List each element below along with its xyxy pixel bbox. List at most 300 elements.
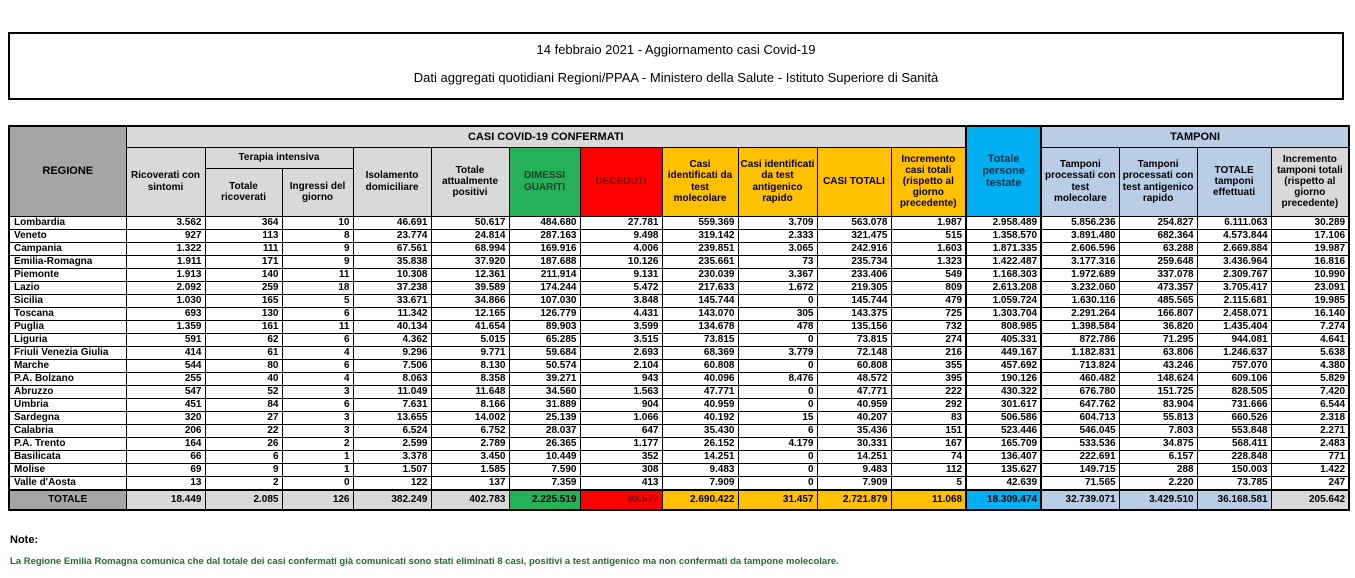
value-cell: 1.507 [353, 463, 431, 476]
value-cell: 65.285 [509, 333, 580, 346]
value-cell: 355 [891, 359, 966, 372]
value-cell: 2.333 [738, 229, 817, 242]
value-cell: 693 [126, 307, 205, 320]
value-cell: 457.692 [966, 359, 1041, 372]
value-cell: 230.039 [662, 268, 738, 281]
value-cell: 140 [205, 268, 282, 281]
table-header [9, 126, 1349, 216]
value-cell: 16.816 [1271, 255, 1349, 268]
value-cell: 451 [126, 398, 205, 411]
value-cell: 8 [282, 229, 353, 242]
value-cell: 320 [126, 411, 205, 424]
value-cell: 26.152 [662, 437, 738, 450]
value-cell: 1.322 [126, 242, 205, 255]
region-name-cell: Calabria [9, 424, 126, 437]
value-cell: 89.903 [509, 320, 580, 333]
total-value-cell: 382.249 [353, 490, 431, 510]
value-cell: 809 [891, 281, 966, 294]
value-cell: 1.030 [126, 294, 205, 307]
value-cell: 23.774 [353, 229, 431, 242]
value-cell: 3 [282, 411, 353, 424]
value-cell: 40.959 [817, 398, 891, 411]
value-cell: 10.449 [509, 450, 580, 463]
column-header-totale-ricoverati: Totale ricoverati [205, 169, 282, 216]
value-cell: 5 [891, 476, 966, 490]
value-cell: 4.573.844 [1197, 229, 1271, 242]
value-cell: 9.771 [431, 346, 509, 359]
report-title: 14 febbraio 2021 - Aggiornamento casi Covid-19 [536, 42, 816, 57]
region-name-cell: Piemonte [9, 268, 126, 281]
value-cell: 10.126 [580, 255, 662, 268]
value-cell: 544 [126, 359, 205, 372]
value-cell: 3.705.417 [1197, 281, 1271, 294]
value-cell: 1.066 [580, 411, 662, 424]
value-cell: 255 [126, 372, 205, 385]
value-cell: 68.369 [662, 346, 738, 359]
value-cell: 27.781 [580, 216, 662, 229]
value-cell: 2.115.681 [1197, 294, 1271, 307]
value-cell: 68.994 [431, 242, 509, 255]
value-cell: 130 [205, 307, 282, 320]
value-cell: 11.342 [353, 307, 431, 320]
value-cell: 682.364 [1119, 229, 1197, 242]
value-cell: 3.709 [738, 216, 817, 229]
value-cell: 2.104 [580, 359, 662, 372]
value-cell: 828.505 [1197, 385, 1271, 398]
value-cell: 6.157 [1119, 450, 1197, 463]
value-cell: 4.431 [580, 307, 662, 320]
value-cell: 725 [891, 307, 966, 320]
value-cell: 473.357 [1119, 281, 1197, 294]
value-cell: 1.603 [891, 242, 966, 255]
value-cell: 60.808 [662, 359, 738, 372]
value-cell: 553.848 [1197, 424, 1271, 437]
value-cell: 0 [738, 359, 817, 372]
value-cell: 80 [205, 359, 282, 372]
value-cell: 34.866 [431, 294, 509, 307]
value-cell: 42.639 [966, 476, 1041, 490]
value-cell: 732 [891, 320, 966, 333]
value-cell: 222.691 [1041, 450, 1119, 463]
value-cell: 943 [580, 372, 662, 385]
value-cell: 2.309.767 [1197, 268, 1271, 281]
value-cell: 4 [282, 372, 353, 385]
value-cell: 0 [738, 294, 817, 307]
value-cell: 8.358 [431, 372, 509, 385]
value-cell: 1.059.724 [966, 294, 1041, 307]
value-cell: 187.688 [509, 255, 580, 268]
value-cell: 43.246 [1119, 359, 1197, 372]
value-cell: 145.744 [817, 294, 891, 307]
value-cell: 107.030 [509, 294, 580, 307]
value-cell: 1.563 [580, 385, 662, 398]
table-row [9, 411, 1349, 424]
value-cell: 1.913 [126, 268, 205, 281]
value-cell: 4.179 [738, 437, 817, 450]
value-cell: 235.734 [817, 255, 891, 268]
region-name-cell: Puglia [9, 320, 126, 333]
value-cell: 46.691 [353, 216, 431, 229]
total-value-cell: 2.225.519 [509, 490, 580, 510]
value-cell: 166.807 [1119, 307, 1197, 320]
value-cell: 1.911 [126, 255, 205, 268]
value-cell: 533.536 [1041, 437, 1119, 450]
table-row [9, 372, 1349, 385]
value-cell: 559.369 [662, 216, 738, 229]
value-cell: 137 [431, 476, 509, 490]
value-cell: 7.506 [353, 359, 431, 372]
value-cell: 2.599 [353, 437, 431, 450]
value-cell: 6 [205, 450, 282, 463]
value-cell: 292 [891, 398, 966, 411]
value-cell: 217.633 [662, 281, 738, 294]
value-cell: 10.308 [353, 268, 431, 281]
value-cell: 3.891.480 [1041, 229, 1119, 242]
column-header-isolamento: Isolamento domiciliare [353, 147, 431, 216]
value-cell: 126.779 [509, 307, 580, 320]
value-cell: 23.091 [1271, 281, 1349, 294]
table-row [9, 450, 1349, 463]
value-cell: 1.359 [126, 320, 205, 333]
group-header-casi-confermati: CASI COVID-19 CONFERMATI [126, 126, 966, 147]
value-cell: 72.148 [817, 346, 891, 359]
value-cell: 151 [891, 424, 966, 437]
value-cell: 904 [580, 398, 662, 411]
value-cell: 16.140 [1271, 307, 1349, 320]
column-header-tamponi-antigenico: Tamponi processati con test antigenico rapido [1119, 147, 1197, 216]
value-cell: 5.638 [1271, 346, 1349, 359]
table-row [9, 385, 1349, 398]
value-cell: 647 [580, 424, 662, 437]
region-name-cell: Basilicata [9, 450, 126, 463]
value-cell: 9 [205, 463, 282, 476]
value-cell: 6.544 [1271, 398, 1349, 411]
value-cell: 1.422.487 [966, 255, 1041, 268]
value-cell: 74 [891, 450, 966, 463]
group-header-tamponi: TAMPONI [1041, 126, 1349, 147]
value-cell: 872.786 [1041, 333, 1119, 346]
value-cell: 1 [282, 463, 353, 476]
value-cell: 352 [580, 450, 662, 463]
value-cell: 247 [1271, 476, 1349, 490]
value-cell: 113 [205, 229, 282, 242]
value-cell: 5 [282, 294, 353, 307]
total-value-cell: 3.429.510 [1119, 490, 1197, 510]
value-cell: 165.709 [966, 437, 1041, 450]
value-cell: 414 [126, 346, 205, 359]
value-cell: 3.367 [738, 268, 817, 281]
value-cell: 479 [891, 294, 966, 307]
value-cell: 8.166 [431, 398, 509, 411]
value-cell: 33.671 [353, 294, 431, 307]
notes-line: La Regione Emilia Romagna comunica che dal totale dei casi confermati già comunicati sono stati eliminati 8 casi, positivi a test antigenico ma non confermati da tampone molecolare. [10, 556, 839, 567]
value-cell: 7.274 [1271, 320, 1349, 333]
value-cell: 319.142 [662, 229, 738, 242]
value-cell: 161 [205, 320, 282, 333]
value-cell: 14.251 [817, 450, 891, 463]
value-cell: 41.654 [431, 320, 509, 333]
value-cell: 7.359 [509, 476, 580, 490]
value-cell: 19.985 [1271, 294, 1349, 307]
value-cell: 549 [891, 268, 966, 281]
value-cell: 1.585 [431, 463, 509, 476]
value-cell: 647.762 [1041, 398, 1119, 411]
value-cell: 30.289 [1271, 216, 1349, 229]
value-cell: 112 [891, 463, 966, 476]
value-cell: 84 [205, 398, 282, 411]
region-name-cell: Abruzzo [9, 385, 126, 398]
value-cell: 5.015 [431, 333, 509, 346]
value-cell: 39.271 [509, 372, 580, 385]
value-cell: 3.232.060 [1041, 281, 1119, 294]
value-cell: 301.617 [966, 398, 1041, 411]
value-cell: 395 [891, 372, 966, 385]
value-cell: 222 [891, 385, 966, 398]
total-value-cell: 2.085 [205, 490, 282, 510]
value-cell: 604.713 [1041, 411, 1119, 424]
table-row [9, 424, 1349, 437]
value-cell: 134.678 [662, 320, 738, 333]
value-cell: 1.323 [891, 255, 966, 268]
value-cell: 287.163 [509, 229, 580, 242]
value-cell: 35.436 [817, 424, 891, 437]
value-cell: 3.779 [738, 346, 817, 359]
value-cell: 235.661 [662, 255, 738, 268]
value-cell: 25.139 [509, 411, 580, 424]
column-header-incremento-tamponi: Incremento tamponi totali (rispetto al giorno precedente) [1271, 147, 1349, 216]
region-name-cell: Lazio [9, 281, 126, 294]
value-cell: 61 [205, 346, 282, 359]
value-cell: 216 [891, 346, 966, 359]
value-cell: 1.972.689 [1041, 268, 1119, 281]
value-cell: 63.288 [1119, 242, 1197, 255]
value-cell: 3.436.964 [1197, 255, 1271, 268]
table-row [9, 398, 1349, 411]
total-value-cell: 126 [282, 490, 353, 510]
value-cell: 413 [580, 476, 662, 490]
value-cell: 1.422 [1271, 463, 1349, 476]
value-cell: 2.220 [1119, 476, 1197, 490]
value-cell: 0 [738, 450, 817, 463]
table-row [9, 463, 1349, 476]
value-cell: 568.411 [1197, 437, 1271, 450]
value-cell: 10.990 [1271, 268, 1349, 281]
value-cell: 0 [738, 385, 817, 398]
value-cell: 1.182.831 [1041, 346, 1119, 359]
value-cell: 63.806 [1119, 346, 1197, 359]
value-cell: 6 [282, 398, 353, 411]
value-cell: 927 [126, 229, 205, 242]
table-total-row [9, 490, 1349, 510]
region-name-cell: Sardegna [9, 411, 126, 424]
value-cell: 2.092 [126, 281, 205, 294]
value-cell: 17.106 [1271, 229, 1349, 242]
value-cell: 288 [1119, 463, 1197, 476]
value-cell: 7.909 [662, 476, 738, 490]
value-cell: 591 [126, 333, 205, 346]
value-cell: 3.177.316 [1041, 255, 1119, 268]
value-cell: 233.406 [817, 268, 891, 281]
value-cell: 15 [738, 411, 817, 424]
value-cell: 59.684 [509, 346, 580, 359]
column-header-attualmente-positivi: Totale attualmente positivi [431, 147, 509, 216]
value-cell: 8.063 [353, 372, 431, 385]
column-header-ingressi-giorno: Ingressi del giorno [282, 169, 353, 216]
value-cell: 13 [126, 476, 205, 490]
column-header-deceduti: DECEDUTI [580, 147, 662, 216]
table-body [9, 216, 1349, 490]
table-row [9, 307, 1349, 320]
region-name-cell: Molise [9, 463, 126, 476]
value-cell: 37.238 [353, 281, 431, 294]
value-cell: 12.361 [431, 268, 509, 281]
value-cell: 211.914 [509, 268, 580, 281]
value-cell: 7.420 [1271, 385, 1349, 398]
value-cell: 26 [205, 437, 282, 450]
value-cell: 39.589 [431, 281, 509, 294]
value-cell: 8.476 [738, 372, 817, 385]
total-value-cell: 2.690.422 [662, 490, 738, 510]
total-value-cell: 402.783 [431, 490, 509, 510]
value-cell: 2.291.264 [1041, 307, 1119, 320]
value-cell: 40.134 [353, 320, 431, 333]
region-name-cell: Marche [9, 359, 126, 372]
value-cell: 713.824 [1041, 359, 1119, 372]
table-row [9, 281, 1349, 294]
value-cell: 6.524 [353, 424, 431, 437]
value-cell: 547 [126, 385, 205, 398]
total-value-cell: 32.739.071 [1041, 490, 1119, 510]
value-cell: 228.848 [1197, 450, 1271, 463]
value-cell: 2.669.884 [1197, 242, 1271, 255]
table-row [9, 333, 1349, 346]
value-cell: 1.871.335 [966, 242, 1041, 255]
value-cell: 122 [353, 476, 431, 490]
value-cell: 6 [738, 424, 817, 437]
value-cell: 757.070 [1197, 359, 1271, 372]
value-cell: 563.078 [817, 216, 891, 229]
value-cell: 1.168.303 [966, 268, 1041, 281]
value-cell: 148.624 [1119, 372, 1197, 385]
value-cell: 944.081 [1197, 333, 1271, 346]
value-cell: 460.482 [1041, 372, 1119, 385]
value-cell: 2.606.596 [1041, 242, 1119, 255]
value-cell: 60.808 [817, 359, 891, 372]
region-name-cell: Emilia-Romagna [9, 255, 126, 268]
value-cell: 48.572 [817, 372, 891, 385]
value-cell: 30.331 [817, 437, 891, 450]
value-cell: 6 [282, 333, 353, 346]
total-value-cell: 18.309.474 [966, 490, 1041, 510]
value-cell: 11 [282, 320, 353, 333]
value-cell: 47.771 [662, 385, 738, 398]
value-cell: 143.070 [662, 307, 738, 320]
region-name-cell: Liguria [9, 333, 126, 346]
value-cell: 219.305 [817, 281, 891, 294]
region-name-cell: Veneto [9, 229, 126, 242]
table-row [9, 242, 1349, 255]
value-cell: 24.814 [431, 229, 509, 242]
table-row [9, 294, 1349, 307]
value-cell: 2.958.489 [966, 216, 1041, 229]
value-cell: 71.295 [1119, 333, 1197, 346]
value-cell: 0 [282, 476, 353, 490]
value-cell: 6 [282, 307, 353, 320]
value-cell: 4.380 [1271, 359, 1349, 372]
report-subtitle: Dati aggregati quotidiani Regioni/PPAA - Ministero della Salute - Istituto Superiore di Sanità [413, 70, 939, 85]
notes-heading: Note: [10, 534, 39, 546]
value-cell: 484.680 [509, 216, 580, 229]
region-name-cell: P.A. Bolzano [9, 372, 126, 385]
value-cell: 2.271 [1271, 424, 1349, 437]
value-cell: 40.192 [662, 411, 738, 424]
value-cell: 62 [205, 333, 282, 346]
covid-data-table [8, 125, 1350, 511]
column-header-totale-tamponi: TOTALE tamponi effettuati [1197, 147, 1271, 216]
total-value-cell: 18.449 [126, 490, 205, 510]
report-header [8, 32, 1344, 100]
value-cell: 259 [205, 281, 282, 294]
value-cell: 40.207 [817, 411, 891, 424]
value-cell: 18 [282, 281, 353, 294]
value-cell: 3.562 [126, 216, 205, 229]
value-cell: 55.813 [1119, 411, 1197, 424]
value-cell: 40.096 [662, 372, 738, 385]
value-cell: 9 [282, 255, 353, 268]
value-cell: 1.358.570 [966, 229, 1041, 242]
value-cell: 27 [205, 411, 282, 424]
value-cell: 83 [891, 411, 966, 424]
value-cell: 190.126 [966, 372, 1041, 385]
value-cell: 135.627 [966, 463, 1041, 476]
value-cell: 485.565 [1119, 294, 1197, 307]
value-cell: 274 [891, 333, 966, 346]
value-cell: 165 [205, 294, 282, 307]
value-cell: 546.045 [1041, 424, 1119, 437]
column-header-tamponi-molecolare: Tamponi processati con test molecolare [1041, 147, 1119, 216]
value-cell: 26.365 [509, 437, 580, 450]
column-header-dimessi-guariti: DIMESSI GUARITI [509, 147, 580, 216]
value-cell: 1.398.584 [1041, 320, 1119, 333]
table-row [9, 359, 1349, 372]
table-row [9, 320, 1349, 333]
table-row [9, 437, 1349, 450]
value-cell: 9 [282, 242, 353, 255]
value-cell: 676.780 [1041, 385, 1119, 398]
value-cell: 34.875 [1119, 437, 1197, 450]
value-cell: 10 [282, 216, 353, 229]
value-cell: 2.483 [1271, 437, 1349, 450]
value-cell: 1.987 [891, 216, 966, 229]
value-cell: 2 [205, 476, 282, 490]
value-cell: 73 [738, 255, 817, 268]
value-cell: 67.561 [353, 242, 431, 255]
value-cell: 3 [282, 424, 353, 437]
value-cell: 11.648 [431, 385, 509, 398]
value-cell: 69 [126, 463, 205, 476]
value-cell: 254.827 [1119, 216, 1197, 229]
value-cell: 111 [205, 242, 282, 255]
value-cell: 364 [205, 216, 282, 229]
table-row [9, 229, 1349, 242]
value-cell: 0 [738, 333, 817, 346]
value-cell: 1.672 [738, 281, 817, 294]
value-cell: 6.752 [431, 424, 509, 437]
value-cell: 259.648 [1119, 255, 1197, 268]
value-cell: 3.848 [580, 294, 662, 307]
value-cell: 73.815 [817, 333, 891, 346]
total-value-cell: 93.577 [580, 490, 662, 510]
